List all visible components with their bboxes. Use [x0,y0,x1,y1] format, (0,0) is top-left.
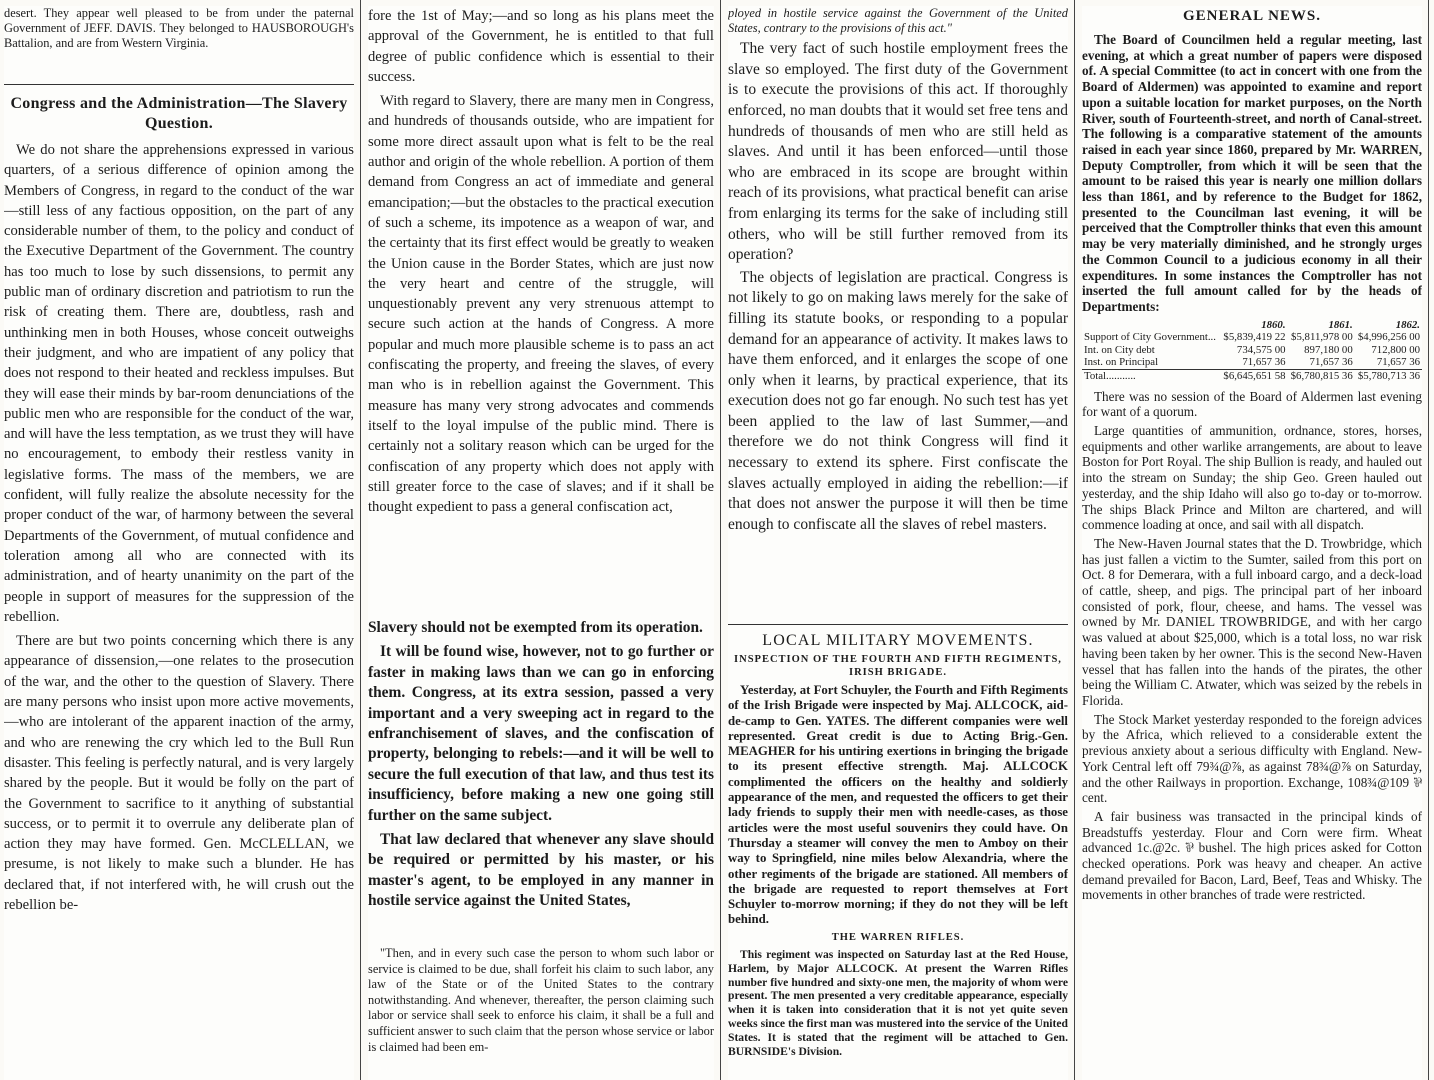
table-cell: 71,657 36 [1376,356,1420,369]
table-cell: Support of City Government... [1084,331,1216,344]
table-cell: 71,657 36 [1242,356,1286,369]
divider [728,624,1068,625]
table-cell: 712,800 00 [1371,343,1420,356]
column-rule [720,0,721,1080]
section-headline: GENERAL NEWS. [1182,8,1322,24]
table-header [1082,319,1220,332]
article-headline: Congress and the Administration—The Slavery Question. [10,95,348,132]
article-paragraph: Slavery should not be exempted from its operation. [368,619,703,636]
section-headline: LOCAL MILITARY MOVEMENTS. [762,632,1034,649]
table-cell: Int. on City debt [1084,343,1155,356]
table-row [1082,344,1422,357]
table-row [1082,356,1422,369]
column-4 [1082,6,1422,1080]
table-total-row [1082,370,1422,383]
comparative-statement-table [1082,319,1422,383]
article-paragraph: It will be found wise, however, not to go further or faster in making laws than we can go in enforcing them. Congress, at its extra session, passed a very important and a very sweeping act in regard to the enfranchisement of slaves, and the confiscation of property, belonging to rebels:—and it will be well to secure the full execution of that law, and thus test its insufficiency, before making a new one going still further on the same subject. [368,643,714,824]
column-rule [1428,0,1429,1080]
intro-paragraph: desert. They appear well pleased to be from under the paternal Government of JEFF. DAVIS. They belonged to HAUSBOROUGH's Battalion, and are from Western Virginia. [4,6,354,50]
table-cell: $5,839,419 22 [1223,331,1286,344]
article-paragraph: The very fact of such hostile employment frees the slave so employed. The first duty of the Government is to execute the provisions of this act. If thoroughly enforced, no man doubts that it would set free tens and hundreds of thousands of men who are still held as slaves. And until it has been enforced—until those who are embraced in its scope are brought within reach of its provisions, what practical benefit can arise from enlarging its terms for the sake of including still others, who will be still further removed from its operation? [728,40,1068,264]
article-paragraph: The Stock Market yesterday responded to the foreign advices by the Africa, which relieved to a considerable extent the previous anxiety about a serious difficulty with England. New-York Central left off 79¾@⅞, as against 78¾@⅞ on Saturday, and the other Railways in proportion. Exchange, 108¾@109 ⅌ cent. [1082,711,1422,806]
article-paragraph: The objects of legislation are practical. Congress is not likely to go on making laws merely for the sake of filling its statute books, or responding to a popular demand for an appearance of activity. It makes laws to have them enforced, and it enlarges the scope of one only when it learns, by practical experience, that its execution does not go far enough. No such test has yet been applied to the law of last Summer,—and therefore we do not think Congress will find it necessary to extend its sphere. First confiscate the slaves actually employed in aiding the rebellion:—if that does not answer the purpose it will then be time enough to confiscate all the slaves of rebel masters. [728,268,1068,533]
table-cell: 734,575 00 [1236,343,1286,356]
article-paragraph: The New-Haven Journal states that the D. Trowbridge, which has just fallen a victim to the Sumter, sailed from this port on Oct. 8 for Demerara, with a full inboard cargo, and a deck-load of cattle, sheep, and pigs. The principal part of her inboard consisted of pork, flour, cheese, and hams. The vessel was owned by Mr. DANIEL TROWBRIDGE, and with her cargo was valued at about $25,000, which is a total loss, no war risk having been taken by her owner. This is the second New-Haven vessel that has fallen into the hands of the pirates, the other being the William C. Atwater, which was seized by the rebels in Florida. [1082,535,1422,708]
continued-section [368,618,714,912]
section-subhead: INSPECTION OF THE FOURTH AND FIFTH REGIMENTS, IRISH BRIGADE. [734,654,1062,678]
table-header: 1861. [1328,318,1353,331]
article-paragraph: With regard to Slavery, there are many men in Congress, and hundreds of thousands outside, who are impatient for some more direct assault upon what is felt to be the real author and origin of the whole rebellion. A portion of them demand from Congress an act of immediate and general emancipation;—but the obstacles to the practical execution of such a scheme, its impotence as a weapon of war, and the certainty that its first effect would be greatly to weaken the Union cause in the Border States, which are just now the very heart and centre of the struggle, will unquestionably prevent any very strenuous attempt to secure such action at the hands of Congress. A more popular and much more plausible scheme is to pass an act confiscating the property, and freeing the slaves, of every man who is in rebellion against the Government. This measure has many very strong advocates and commends itself to the loyal impulse of the public mind. There is certainly not a solitary reason which can be urged for the confiscation of any property which does not apply with still greater force to the case of slaves; and if it shall be thought expedient to pass a general confiscation act, [368,93,714,516]
table-cell: $6,780,815 36 [1288,370,1355,383]
column-rule [1074,0,1075,1080]
quoted-law: ployed in hostile service against the Government of the United States, contrary to the provisions of this act." [728,6,1068,35]
divider [4,84,354,85]
column-3 [728,6,1068,1080]
article-paragraph: Large quantities of ammunition, ordnance, stores, horses, equipments and other warlike arrangements, are about to leave Boston for Port Royal. The ship Bullion is ready, and hauled out into the stream on Sunday; the ship Geo. Green hauled out yesterday, and the ship Idaho will also go to-day or to-morrow. The ships Black Prince and Milton are chartered, and will commence loading at once, and sail with all dispatch. [1082,423,1422,533]
table-cell: 71,657 36 [1309,356,1353,369]
article-paragraph: There was no session of the Board of Aldermen last evening for want of a quorum. [1082,388,1422,420]
article-paragraph: fore the 1st of May;—and so long as his plans meet the approval of the Government, he is entitled to that full degree of public confidence which is essential to their success. [368,8,714,85]
table-row [1082,331,1422,344]
table-cell: $4,996,256 00 [1357,331,1420,344]
quoted-law: "Then, and in every such case the person to whom such labor or service is claimed to be due, shall forfeit his claim to such labor, any law of the State or of the United States to the contrary notwithstanding. And whenever, thereafter, the person claiming such labor or service shall seek to enforce his claim, it shall be a full and sufficient answer to such claim that the person whose service or labor is claimed had been em- [368,946,714,1054]
table-cell: $6,645,651 58 [1220,370,1287,383]
column-2 [368,6,714,1080]
article-paragraph: A fair business was transacted in the principal kinds of Breadstuffs yesterday. Flour and Corn were firm. Wheat advanced 1c.@2c. ⅌ bushel. The high prices asked for Cotton checked operations. Pork was heavy and cheaper. An active demand prevailed for Bacon, Lard, Beef, Teas and Whisky. The movements in other branches of trade were restricted. [1082,808,1422,903]
table-header: 1860. [1261,318,1286,331]
table-cell: $5,780,713 36 [1355,370,1422,383]
section-subhead: THE WARREN RIFLES. [831,931,965,943]
article-paragraph: There are but two points concerning which there is any appearance of dissension,—one relates to the prosecution of the war, and the other to the question of Slavery. There are many persons who insist upon more active movements,—who are intolerant of the apparent inaction of the army, and who are renewing the cry which led to the Bull Run disaster. This feeling is perfectly natural, and is very largely shared by the people. But it would be folly on the part of the Government to sacrifice to it anything of substantial success, or to permit it to overrule any deliberate plan of action they may have formed. Gen. McCLELLAN, we presume, is not likely to make such a blunder. He has declared that, if not interfered with, he will crush out the rebellion be- [4,633,354,913]
column-rule [360,0,361,1080]
article-paragraph: That law declared that whenever any slave should be required or permitted by his master, or his master's agent, to be employed in any manner in hostile service against the United States, [368,831,714,910]
table-cell: 897,180 00 [1304,343,1353,356]
article-paragraph: Yesterday, at Fort Schuyler, the Fourth and Fifth Regiments of the Irish Brigade were inspected by Maj. ALLCOCK, aid-de-camp to Gen. YATES. The different companies were well represented. Great credit is due to Acting Brig.-Gen. MEAGHER for his untiring exertions in bringing the brigade to its present effective strength. Maj. ALLCOCK complimented the officers on the healthy and soldierly appearance of the men, and requested the officers to get their lady friends to supply their men with needle-cases, as those articles were the most useful souvenirs they could have. On Thursday a steamer will convey the men to Amboy on their way to Springfield, nine miles below Alexandria, where the other regiments of the brigade are stationed. All members of the brigade are requested to report themselves at Fort Schuyler to-morrow morning; if they do not they will be left behind. [728,683,1068,927]
table-cell: $5,811,978 00 [1291,331,1353,344]
article-paragraph: The Board of Councilmen held a regular meeting, last evening, at which a great number of papers were disposed of. A special Committee (to act in concert with one from the Board of Aldermen) was appointed to examine and report upon a suitable location for market purposes, on the North River, south of Fourteenth-street, and north of Canal-street. The following is a comparative statement of the amounts raised in each year since 1860, prepared by Mr. WARREN, Deputy Comptroller, from which it will be seen that the amount to be raised this year is nearly one million dollars less than 1861, and by reference to the Budget for 1862, presented to the Councilman last evening, it will be perceived that the Comptroller thinks that even this amount may be very materially diminished, and he strongly urges the Common Council to a judicious economy in all their expenditures. In some instances the Comptroller has not inserted the full amount called for by the heads of Departments: [1082,32,1422,314]
article-paragraph: We do not share the apprehensions expressed in various quarters, of a serious difference of opinion among the Members of Congress, in regard to the conduct of the war —still less of any factious opposition, on the part of any considerable number of them, to the policy and conduct of the Executive Department of the Government. The country has too much to lose by such dissensions, to permit any public man of ordinary discretion and patriotism to run the risk of creating them. There are, doubtless, rash and unthinking men in both Houses, whose conceit outweighs their judgment, and who are impatient of any policy that does not respond to their heated and reckless impulses. But they will ease their minds by bar-room denunciations of the public men who are responsible for the conduct of the war, and will have the less temptation, as we trust they will have no encouragement, to embody their restless vanity in legislative forms. The mass of the members, we are confident, will fully realize the absolute necessity for the proper conduct of the war, of harmony between the several Departments of the Government, of mutual confidence and toleration among all who are connected with its administration, and of hearty unanimity on the part of the people in support of measures for the suppression of the rebellion. [4,142,354,625]
table-header: 1862. [1395,318,1420,331]
table-cell: Total........... [1082,370,1220,383]
article-paragraph: This regiment was inspected on Saturday last at the Red House, Harlem, by Major ALLCOCK. At present the Warren Rifles number five hundred and sixty-one men, the majority of whom were present. The men presented a very creditable appearance, especially when it is taken into consideration that it is not yet quite seven weeks since the first man was mustered into the service of the United States. It is stated that the regiment will be attached to Gen. BURNSIDE's Division. [728,947,1068,1059]
table-cell: Inst. on Principal [1084,356,1159,369]
column-1 [4,6,354,1080]
